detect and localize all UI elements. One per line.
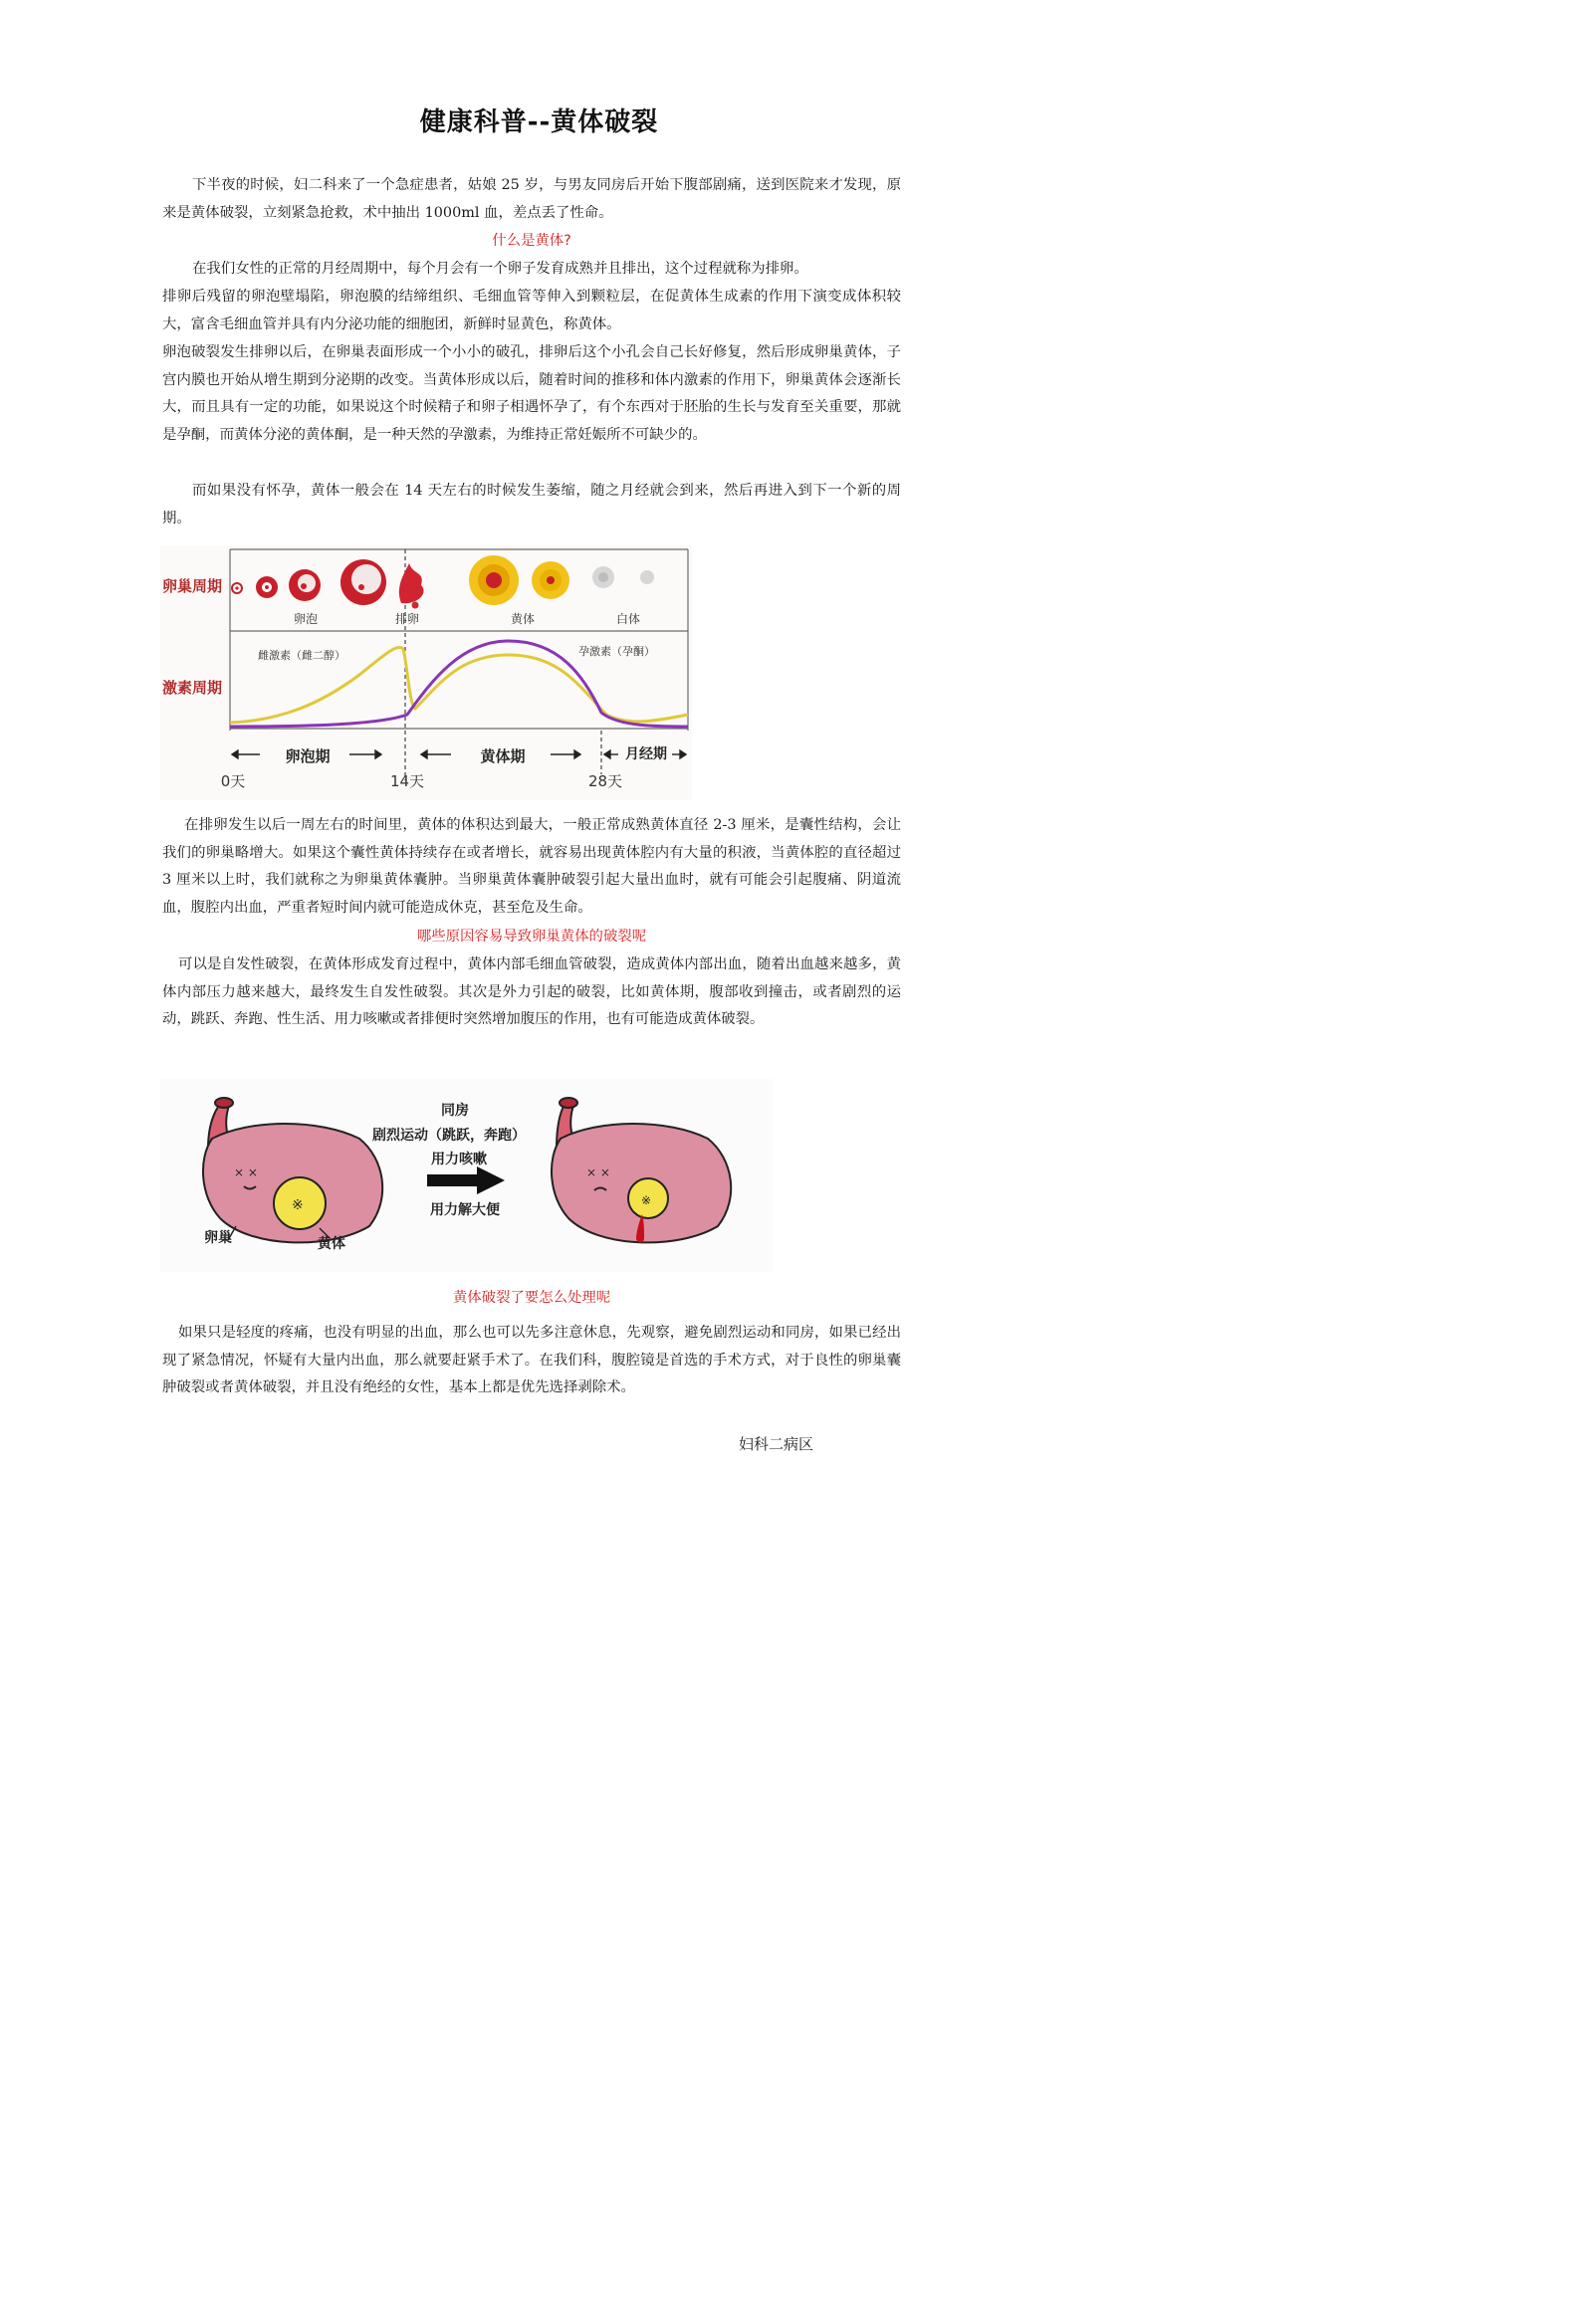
ovarian-cycle-figure <box>160 545 692 800</box>
phase-luteal-label: 黄体期 <box>480 747 526 765</box>
heading-what-is-corpus-luteum: 什么是黄体? <box>492 233 571 249</box>
cause-defecation: 用力解大便 <box>430 1202 500 1218</box>
ovary-label: 卵巢 <box>204 1230 232 1246</box>
cause-exercise: 剧烈运动（跳跃，奔跑） <box>372 1128 526 1144</box>
stage-label-corpus-albicans: 白体 <box>615 612 641 626</box>
heading-rupture-causes: 哪些原因容易导致卵巢黄体的破裂呢 <box>416 929 647 945</box>
phase-menses-label: 月经期 <box>625 746 667 762</box>
svg-text:× ×: × × <box>234 1165 258 1179</box>
paragraph-ovulation: 在我们女性的正常的月经周期中，每个月会有一个卵子发育成熟并且排出，这个过程就称为排卵。 <box>192 261 808 277</box>
paragraph-rupture-causes: 可以是自发性破裂，在黄体形成发育过程中，黄体内部毛细血管破裂，造成黄体内部出血，随着出血越来越多，黄体内部压力越来越大，最终发生自发性破裂。其次是外力引起的破裂，比如黄体期，腹部收到撞击，或者剧烈的运动，跳跃、奔跑、性生活、用力咳嗽或者排便时突然增加腹压的作用，也有可能造成黄体破裂。 <box>162 956 901 1028</box>
ovarian-cycle-label: 卵巢周期 <box>162 577 223 595</box>
svg-text:※: ※ <box>641 1193 652 1207</box>
signature-department: 妇科二病区 <box>739 1435 814 1453</box>
cause-intercourse: 同房 <box>441 1103 469 1119</box>
progesterone-label: 孕激素（孕酮） <box>578 645 655 658</box>
cause-coughing: 用力咳嗽 <box>431 1152 487 1167</box>
svg-text:※: ※ <box>292 1197 304 1213</box>
paragraph-luteal-function: 卵泡破裂发生排卵以后，在卵巢表面形成一个小小的破孔，排卵后这个小孔会自己长好修复，然后形成卵巢黄体，子宫内膜也开始从增生期到分泌期的改变。当黄体形成以后，随着时间的推移和体内激素的作用下，卵巢黄体会逐渐长大，而且具有一定的功能，如果说这个时候精子和卵子相遇怀孕了，有个东西对于胚胎的生长与发育至关重要，那就是孕酮，而黄体分泌的黄体酮，是一种天然的孕激素，为维持正常妊娠所不可缺少的。 <box>162 344 901 444</box>
svg-text:× ×: × × <box>586 1165 610 1179</box>
rupture-causes-figure <box>160 1079 773 1272</box>
paragraph-corpus-luteum-cyst: 在排卵发生以后一周左右的时间里，黄体的体积达到最大，一般正常成熟黄体直径 2-3 厘米，是囊性结构，会让我们的卵巢略增大。如果这个囊性黄体持续存在或者增长，就容易出现黄体腔内有大量的积液，当黄体腔的直径超过 3 厘米以上时，我们就称之为卵巢黄体囊肿。当卵巢黄体囊肿破裂引起大量出血时，就有可能会引起腹痛、阴道流血，腹腔内出血，严重者短时间内就可能造成休克，甚至危及生命。 <box>162 817 901 917</box>
paragraph-corpus-luteum-formation: 排卵后残留的卵泡壁塌陷，卵泡膜的结缔组织、毛细血管等伸入到颗粒层，在促黄体生成素的作用下演变成体积较大，富含毛细血管并具有内分泌功能的细胞团，新鲜时显黄色，称黄体。 <box>162 289 901 332</box>
document-title: 健康科普--黄体破裂 <box>419 107 659 137</box>
day-label-14: 14天 <box>389 772 425 790</box>
day-label-0: 0天 <box>220 772 246 790</box>
stage-label-follicle: 卵泡 <box>293 612 319 626</box>
heading-treatment: 黄体破裂了要怎么处理呢 <box>452 1290 611 1306</box>
paragraph-treatment: 如果只是轻度的疼痛，也没有明显的出血，那么也可以先多注意休息，先观察，避免剧烈运动和同房，如果已经出现了紧急情况，怀疑有大量内出血，那么就要赶紧手术了。在我们科，腹腔镜是首选的手术方式，对于良性的卵巢囊肿破裂或者黄体破裂，并且没有绝经的女性，基本上都是优先选择剥除术。 <box>162 1325 901 1396</box>
estrogen-label: 雌激素（雌二醇） <box>258 649 345 662</box>
paragraph-no-pregnancy: 而如果没有怀孕，黄体一般会在 14 天左右的时候发生萎缩，随之月经就会到来，然后再进入到下一个新的周期。 <box>162 483 901 527</box>
intro-paragraph: 下半夜的时候，妇二科来了一个急症患者，姑娘 25 岁，与男友同房后开始下腹部剧痛，送到医院来才发现，原来是黄体破裂，立刻紧急抢救，术中抽出 1000ml 血，差点丢了性命。 <box>162 177 901 221</box>
stage-label-ovulation: 排卵 <box>394 612 420 626</box>
corpus-luteum-label: 黄体 <box>318 1236 345 1252</box>
hormone-cycle-label: 激素周期 <box>162 679 223 697</box>
day-label-28: 28天 <box>587 772 623 790</box>
phase-follicular-label: 卵泡期 <box>285 747 331 765</box>
stage-label-corpus-luteum: 黄体 <box>510 612 536 626</box>
document-page <box>0 0 1078 1560</box>
